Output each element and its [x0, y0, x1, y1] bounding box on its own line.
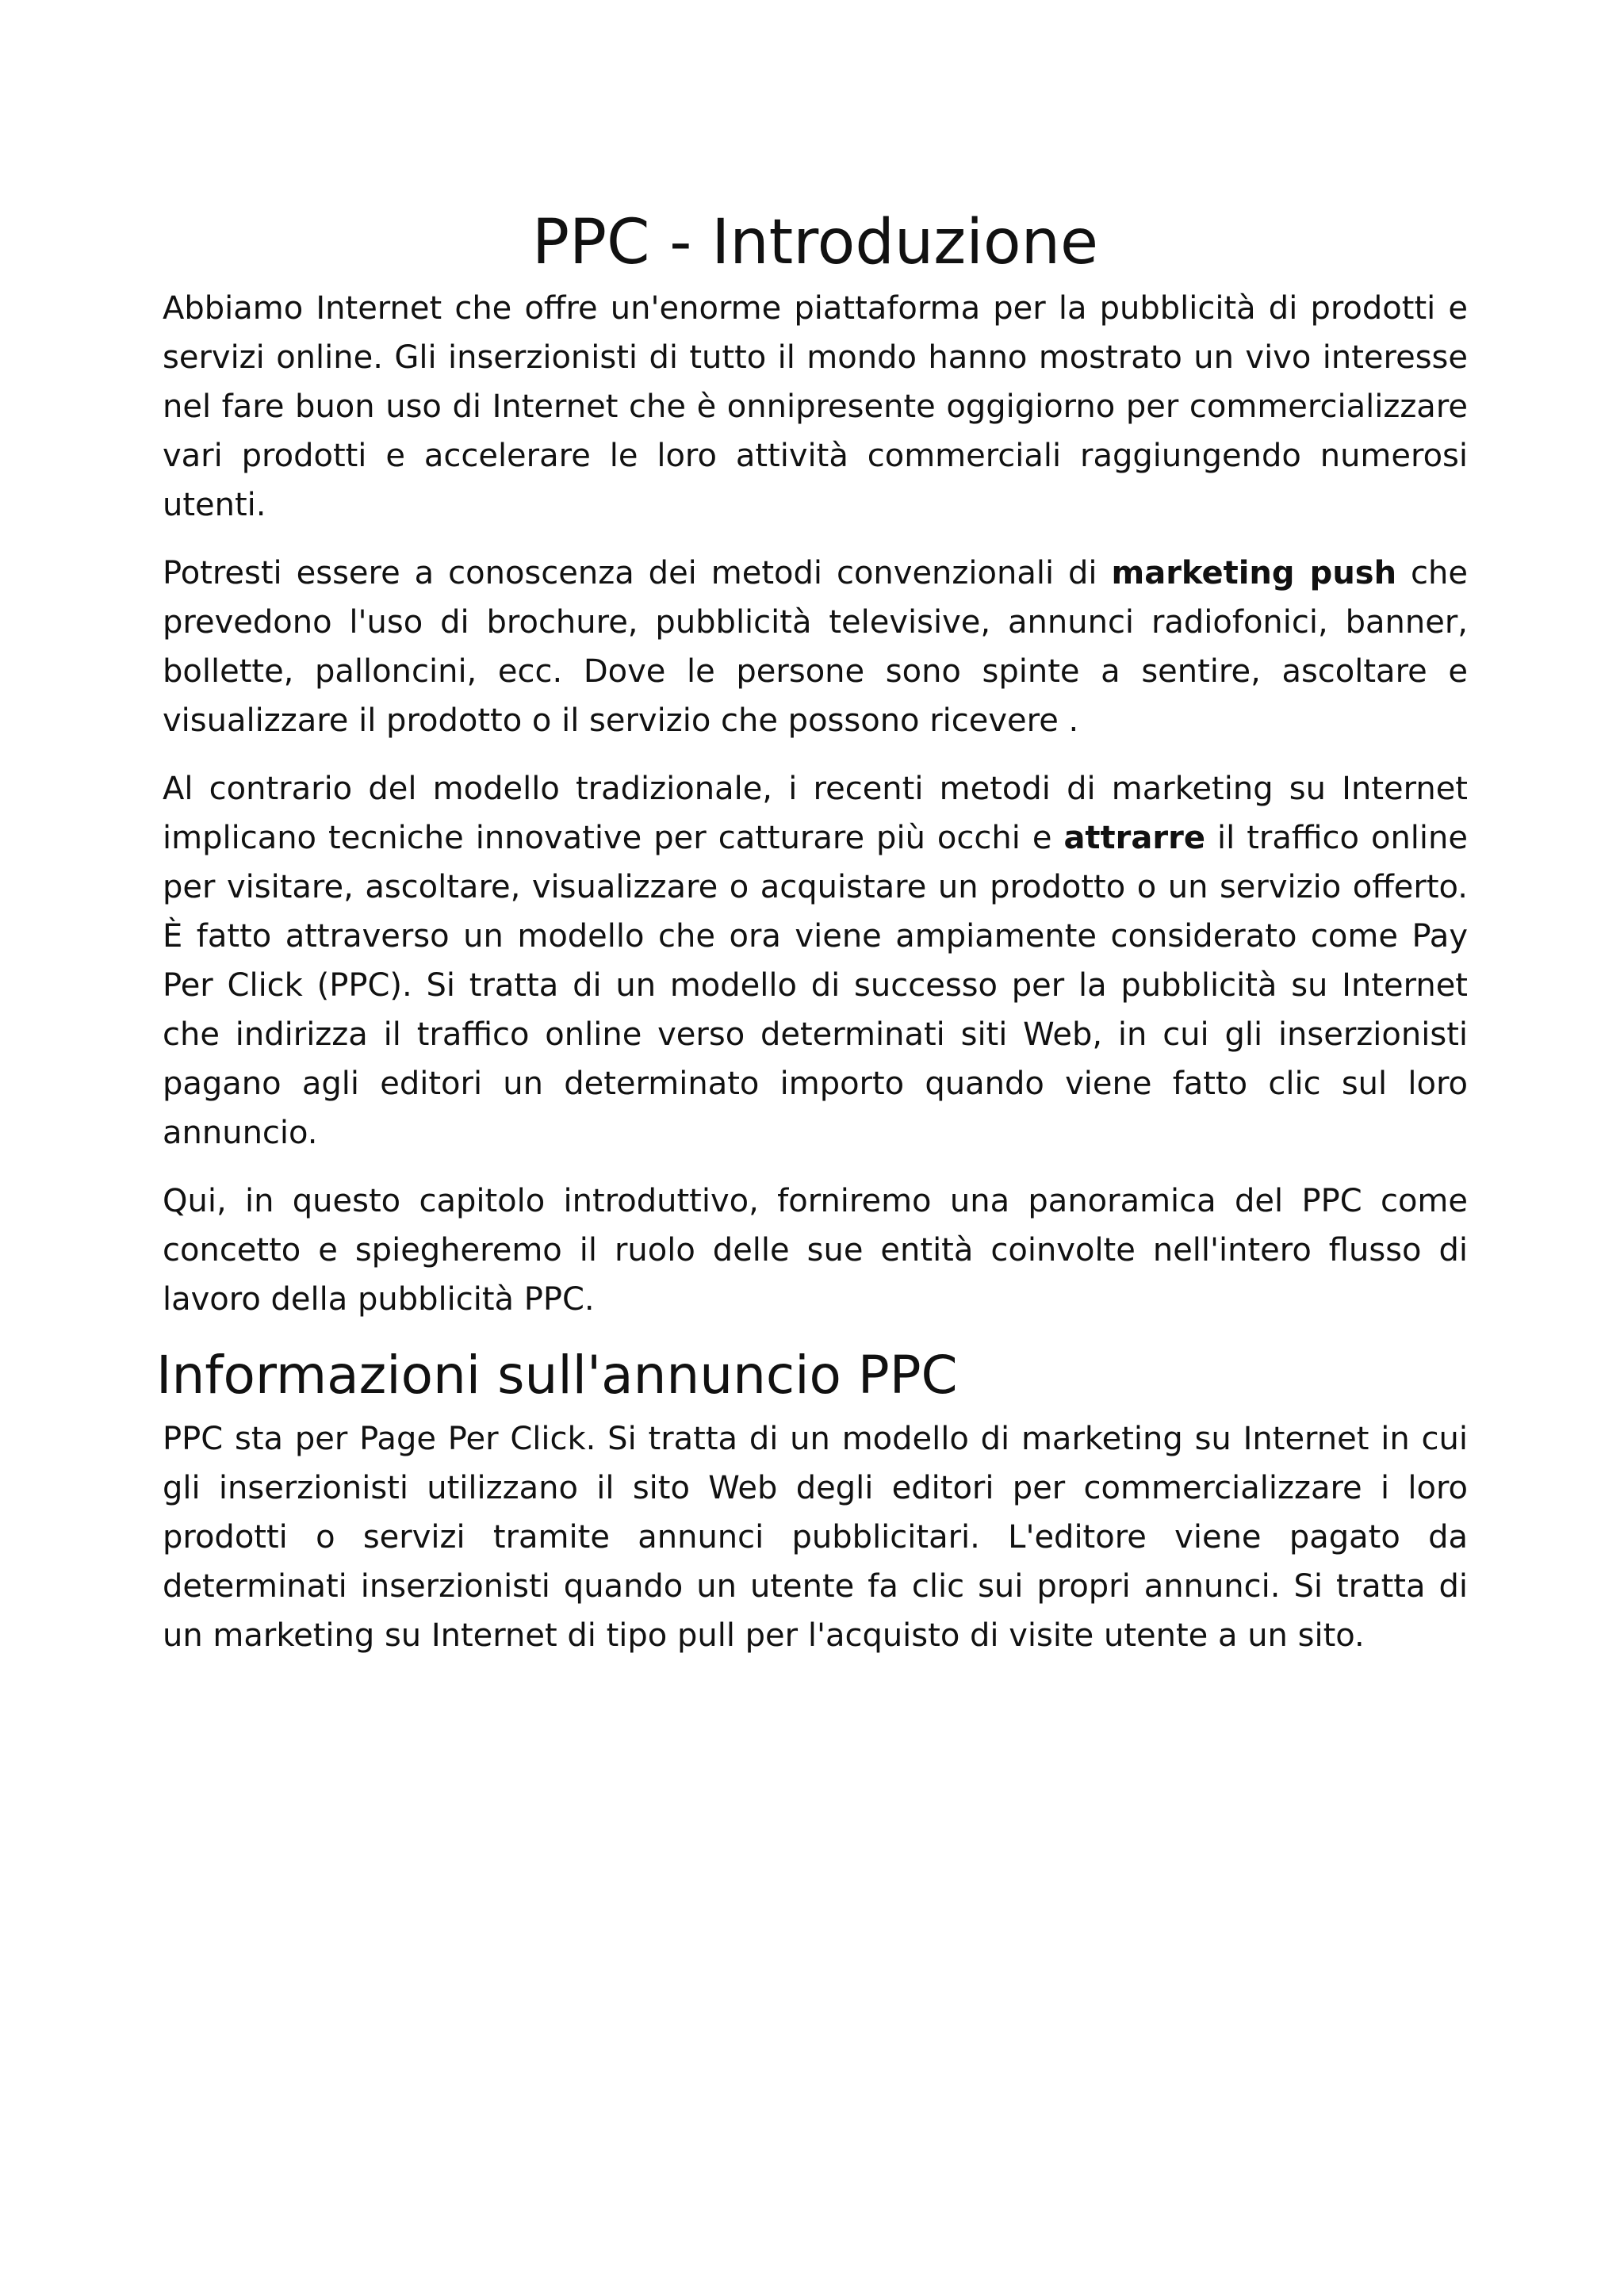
- intro-paragraph-2-text-before: Potresti essere a conoscenza dei metodi convenzionali di: [163, 555, 1112, 591]
- intro-paragraph-4: Qui, in questo capitolo introduttivo, forniremo una panoramica del PPC come concetto e spiegheremo il ruolo delle sue entità coinvolte nell'intero flusso di lavoro della pubblicità PPC.: [163, 1183, 1468, 1318]
- intro-paragraph-2-text-after: che prevedono l'uso di brochure, pubblicità televisive, annunci radiofonici, banner, bollette, palloncini, ecc. Dove le persone sono spinte a sentire, ascoltare e visualizzare il prodotto o il servizio che possono ricevere .: [163, 555, 1469, 739]
- intro-paragraph-2: [163, 549, 1468, 745]
- section-paragraph-1: PPC sta per Page Per Click. Si tratta di un modello di marketing su Internet in cui gli inserzionisti utilizzano il sito Web degli editori per commercializzare i loro prodotti o servizi tramite annunci pubblicitari. L'editore viene pagato da determinati inserzionisti quando un utente fa clic sui propri annunci. Si tratta di un marketing su Internet di tipo pull per l'acquisto di visite utente a un sito.: [163, 1421, 1468, 1654]
- page-title: PPC - Introduzione: [531, 207, 1099, 278]
- intro-paragraph-3: [163, 764, 1468, 1158]
- marketing-push-bold-term: marketing push: [1111, 555, 1397, 591]
- document-content: [156, 205, 1469, 1679]
- intro-paragraph-3-text-after: il traffico online per visitare, ascoltare, visualizzare o acquistare un prodotto o un servizio offerto. È fatto attraverso un modello che ora viene ampiamente considerato come Pay Per Click (PPC). Si tratta di un modello di successo per la pubblicità su Internet che indirizza il traffico online verso determinati siti Web, in cui gli inserzionisti pagano agli editori un determinato importo quando viene fatto clic sul loro annuncio.: [163, 820, 1468, 1151]
- attrarre-bold-term: attrarre: [1063, 820, 1205, 856]
- section-heading: Informazioni sull'annuncio PPC: [156, 1345, 958, 1406]
- intro-paragraph-3-text-before: Al contrario del modello tradizionale, i recenti metodi di marketing su Internet implicano tecniche innovative per catturare più occhi e: [163, 771, 1468, 856]
- intro-paragraph-1: Abbiamo Internet che offre un'enorme piattaforma per la pubblicità di prodotti e servizi online. Gli inserzionisti di tutto il mondo hanno mostrato un vivo interesse nel fare buon uso di Internet che è onnipresente oggigiorno per commercializzare vari prodotti e accelerare le loro attività commerciali raggiungendo numerosi utenti.: [163, 290, 1468, 523]
